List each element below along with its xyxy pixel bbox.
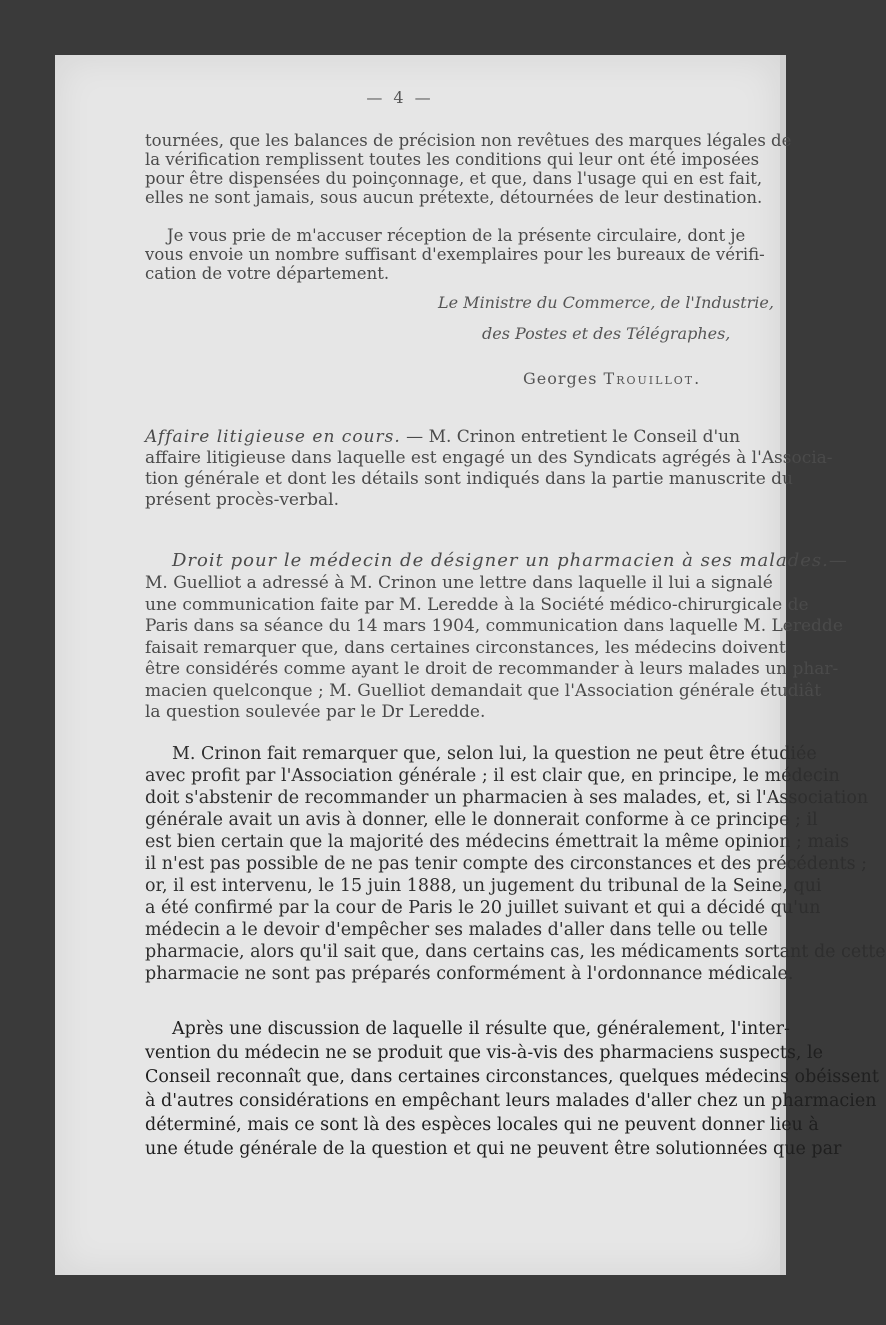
text-line: Je vous prie de m'accuser réception de la présente circulaire, dont je [167,226,746,245]
section-heading-line [145,549,847,573]
text-line: affaire litigieuse dans laquelle est engagé un des Syndicats agrégés à l'Associa- [145,448,833,468]
section-heading: Droit pour le médecin de désigner un pharmacien à ses malades. [172,550,829,571]
text-line: pharmacie, alors qu'il sait que, dans certains cas, les médicaments sortant de cette [145,942,886,962]
text-line: vention du médecin ne se produit que vis-à-vis des pharmaciens suspects, le [145,1043,823,1063]
text-line: la vérification remplissent toutes les conditions qui leur ont été imposées [145,150,760,169]
text-line: elles ne sont jamais, sous aucun prétexte, détournées de leur destination. [145,188,763,207]
text-line: tion générale et dont les détails sont indiqués dans la partie manuscrite du [145,469,794,489]
text-line: il n'est pas possible de ne pas tenir compte des circonstances et des précédents ; [145,854,868,874]
text-line: vous envoie un nombre suffisant d'exemplaires pour les bureaux de vérifi- [145,245,765,264]
text-line: une étude générale de la question et qui ne peuvent être solutionnées que par [145,1139,842,1159]
paragraph-circulaire [145,226,785,283]
signature-first-name: Georges [523,369,598,388]
section-first-line-rest: — M. Crinon entretient le Conseil d'un [400,427,741,447]
text-line: pour être dispensées du poinçonnage, et que, dans l'usage qui en est fait, [145,169,763,188]
text-line: est bien certain que la majorité des médecins émettrait la même opinion ; mais [145,832,850,852]
paragraph-discussion [145,1017,879,1161]
signature-title-line1: Le Ministre du Commerce, de l'Industrie, [438,293,774,312]
text-line: être considérés comme ayant le droit de recommander à leurs malades un phar- [145,659,839,679]
section-first-line [145,427,785,448]
signature-last-name: Trouillot. [603,369,702,388]
paragraph-crinon [145,743,886,985]
text-line: cation de votre département. [145,264,390,283]
text-line: à d'autres considérations en empêchant leurs malades d'aller chez un pharmacien [145,1091,877,1111]
text-line: déterminé, mais ce sont là des espèces locales qui ne peuvent donner lieu à [145,1115,819,1135]
text-line: macien quelconque ; M. Guelliot demandait que l'Association générale étudiât [145,680,822,701]
text-line: médecin a le devoir d'empêcher ses malades d'aller dans telle ou telle [145,920,768,940]
text-line: a été confirmé par la cour de Paris le 20 juillet suivant et qui a décidé qu'un [145,898,821,918]
text-line: Conseil reconnaît que, dans certaines circonstances, quelques médecins obéissent [145,1067,879,1087]
text-line: pharmacie ne sont pas préparés conformément à l'ordonnance médicale. [145,964,794,984]
section-heading: Affaire litigieuse en cours. [145,427,401,447]
paragraph-balances [145,131,792,207]
heading-dash: — [828,550,847,571]
text-line: générale avait un avis à donner, elle le donnerait conforme à ce principe ; il [145,810,818,830]
text-line: or, il est intervenu, le 15 juin 1888, un jugement du tribunal de la Seine, qui [145,876,822,896]
section-affaire-litigieuse [145,427,833,511]
text-line: M. Guelliot a adressé à M. Crinon une lettre dans laquelle il lui a signalé [145,573,773,593]
text-line: Après une discussion de laquelle il résulte que, généralement, l'inter- [172,1019,790,1039]
text-line: une communication faite par M. Leredde à la Société médico-chirurgicale de [145,594,809,615]
text-line: M. Crinon fait remarquer que, selon lui, la question ne peut être étudiée [172,744,817,764]
text-line: tournées, que les balances de précision non revêtues des marques légales de [145,131,792,150]
text-line: doit s'abstenir de recommander un pharmacien à ses malades, et, si l'Association [145,788,869,808]
text-line: Paris dans sa séance du 14 mars 1904, communication dans laquelle M. Leredde [145,616,843,636]
text-line: avec profit par l'Association générale ; il est clair que, en principe, le médecin [145,766,840,786]
text-line: faisait remarquer que, dans certaines circonstances, les médecins doivent [145,637,786,658]
text-line: présent procès-verbal. [145,490,339,510]
page-number: — 4 — [366,88,434,107]
signature-name [523,369,701,388]
text-line: la question soulevée par le Dr Leredde. [145,702,486,722]
section-droit-medecin [145,549,847,724]
signature-title-line2: des Postes et des Télégraphes, [482,324,731,343]
